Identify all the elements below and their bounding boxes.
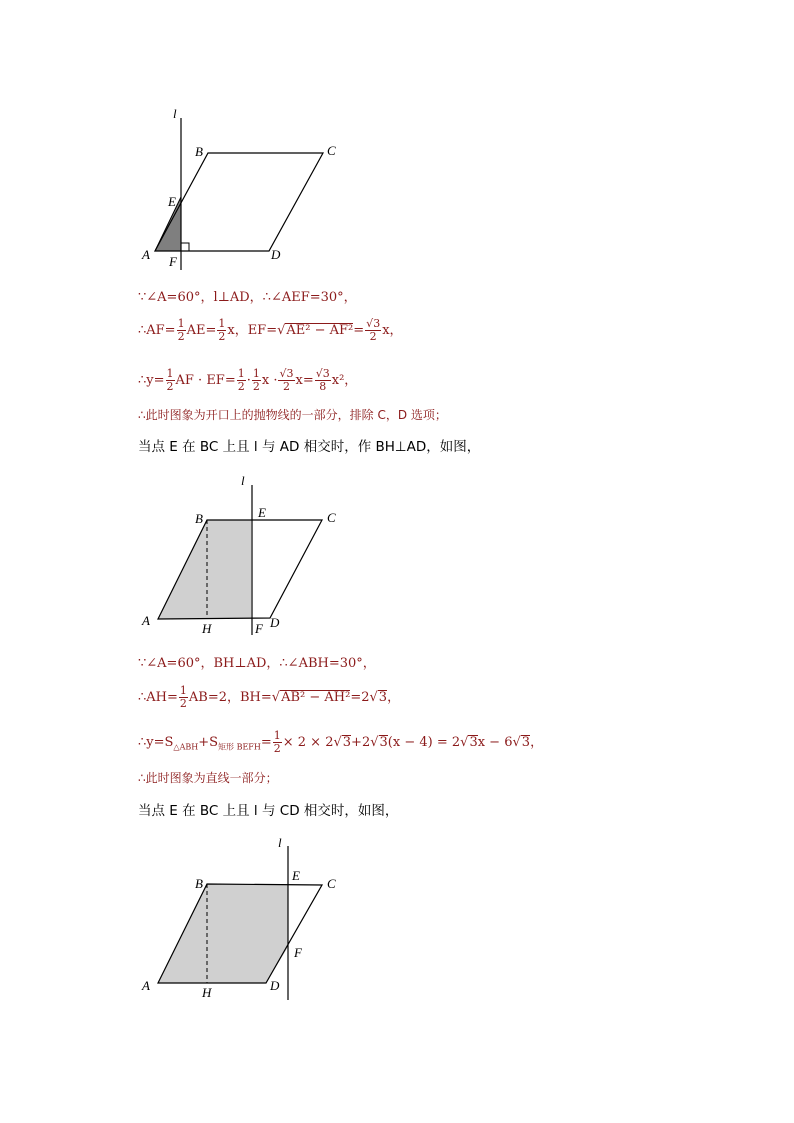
- l8-part-n: ，: [530, 735, 544, 750]
- l7-part-d: =2: [350, 690, 370, 705]
- fig2-label-f: F: [255, 621, 263, 636]
- solution-line-10: 当点 E 在 BC 上且 l 与 CD 相交时，如图，: [138, 803, 399, 819]
- fig1-label-f: F: [169, 254, 177, 269]
- l8-sub-befh: 矩形 BEFH: [218, 742, 261, 752]
- l3-part-c: ·: [246, 373, 251, 388]
- l8-root-1: 3: [342, 735, 352, 750]
- solution-line-2: [138, 318, 403, 343]
- l7-root: 3: [378, 690, 388, 705]
- l2-part-a: ∴AF=: [138, 323, 176, 338]
- l8-part-c: +S: [198, 735, 219, 750]
- l8-part-f: × 2 × 2: [282, 735, 334, 750]
- fig1-label-l: l: [173, 106, 177, 121]
- sqrt-symbol: √: [277, 323, 286, 338]
- fig1-label-c: C: [327, 143, 336, 158]
- fig2-label-a: A: [142, 613, 150, 628]
- fraction-1-2b: $\frac{1}{2}$: [218, 317, 226, 343]
- l2-part-f: x，: [382, 323, 403, 338]
- fig3-label-b: B: [195, 876, 203, 891]
- fraction-1-2g: $\frac{1}{2}$: [273, 729, 281, 755]
- l7-radicand: AB² − AH²: [281, 690, 351, 705]
- solution-line-1: ∵∠A=60°，l⊥AD，∴∠AEF=30°，: [138, 290, 357, 305]
- l2-part-e: =: [353, 323, 365, 338]
- sqrt-symbol-3: √: [369, 690, 378, 705]
- fig1-label-d: D: [271, 247, 281, 262]
- l8-root-4: 3: [521, 735, 531, 750]
- fig3-label-d: D: [270, 978, 280, 993]
- fraction-root3-2: $\frac{√3}{2}$: [366, 317, 381, 343]
- l8-part-e: =: [260, 735, 272, 750]
- l7-part-f: ，: [387, 690, 401, 705]
- fraction-1-2d: $\frac{1}{2}$: [237, 367, 245, 393]
- l8-part-a: ∴y=S: [138, 735, 174, 750]
- fig2-label-e: E: [258, 505, 266, 520]
- l3-part-b: AF · EF=: [175, 373, 236, 388]
- fig3-label-l: l: [278, 835, 282, 850]
- l2-radicand: AE² − AF²: [286, 323, 354, 338]
- fig2-label-h: H: [202, 621, 212, 636]
- l3-part-f: x²，: [331, 373, 358, 388]
- fig2-label-l: l: [241, 473, 245, 488]
- l7-part-b: AB=2，BH=: [188, 690, 272, 705]
- fraction-1-2f: $\frac{1}{2}$: [179, 684, 187, 710]
- solution-line-4: ∴此时图象为开口上的抛物线的一部分，排除 C，D 选项；: [138, 408, 447, 422]
- l8-root-2: 3: [379, 735, 388, 750]
- l3-part-d: x ·: [261, 373, 278, 388]
- solution-line-8: $\therefore y=S_{\triangle ABH}+S_{矩形 BEFH}=$ $\frac{1}{2}$ × 2 × 2√3+2√3(x − 4) = 2√3x − 6√3，: [138, 729, 544, 755]
- fig1-label-e: E: [168, 194, 176, 209]
- fraction-root3-8: $\frac{√3}{8}$: [315, 367, 330, 393]
- solution-line-3: [138, 368, 357, 393]
- fig3-label-e: E: [292, 868, 300, 883]
- fig1-label-a: A: [142, 247, 150, 262]
- solution-line-7: [138, 685, 400, 710]
- l2-part-c: x，EF=: [227, 323, 278, 338]
- solution-line-9: ∴此时图象为直线一部分；: [138, 771, 278, 785]
- l8-sub-abh: △ABH: [173, 742, 199, 752]
- l8-part-l: x − 6: [477, 735, 513, 750]
- fig2-label-d: D: [270, 615, 280, 630]
- fraction-1-2c: $\frac{1}{2}$: [166, 367, 174, 393]
- fraction-root3-2b: $\frac{√3}{2}$: [279, 367, 294, 393]
- fraction-1-2e: $\frac{1}{2}$: [252, 367, 260, 393]
- l8-root-3: 3: [469, 735, 478, 750]
- l8-part-j: (x − 4) = 2: [387, 735, 461, 750]
- solution-line-6: ∵∠A=60°，BH⊥AD，∴∠ABH=30°，: [138, 656, 376, 671]
- l3-part-a: ∴y=: [138, 373, 165, 388]
- l7-part-a: ∴AH=: [138, 690, 178, 705]
- fig3-label-h: H: [202, 985, 212, 1000]
- l3-part-e: x=: [295, 373, 314, 388]
- fig2-label-c: C: [327, 510, 336, 525]
- solution-line-5: 当点 E 在 BC 上且 l 与 AD 相交时，作 BH⊥AD，如图，: [138, 439, 481, 455]
- fig3-label-f: F: [294, 945, 302, 960]
- fig3-label-c: C: [327, 876, 336, 891]
- fraction-1-2: $\frac{1}{2}$: [177, 317, 185, 343]
- sqrt-symbol-2: √: [271, 690, 281, 705]
- fig2-label-b: B: [195, 511, 203, 526]
- l8-part-h: +2: [351, 735, 371, 750]
- fig3-label-a: A: [142, 978, 150, 993]
- fig1-label-b: B: [195, 144, 203, 159]
- l2-part-b: AE=: [186, 323, 217, 338]
